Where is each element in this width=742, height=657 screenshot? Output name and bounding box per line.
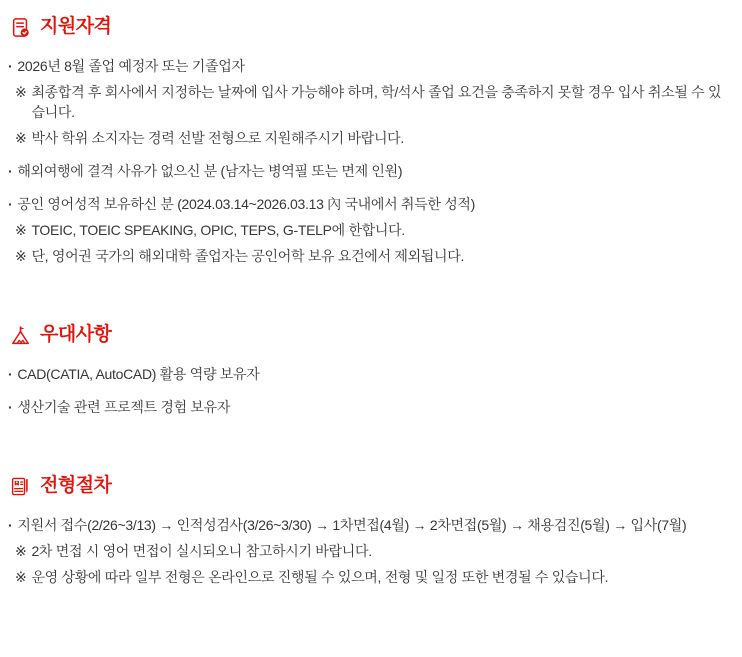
- section-title: 전형절차: [40, 475, 112, 496]
- section-preferred: [8, 324, 728, 417]
- note-item-text: 단, 영어권 국가의 해외대학 졸업자는 공인어학 보유 요건에서 제외됩니다.: [31, 248, 465, 264]
- bullet-marker: ·: [8, 366, 13, 382]
- note-marker: ※: [15, 130, 27, 146]
- list-item: [8, 56, 728, 76]
- list-item-text: CAD(CATIA, AutoCAD) 활용 역량 보유자: [17, 366, 260, 382]
- list-item-text: 생산기술 관련 프로젝트 경험 보유자: [17, 399, 231, 415]
- note-marker: ※: [15, 222, 27, 238]
- section-qualifications: [8, 16, 728, 266]
- note-item-text: 박사 학위 소지자는 경력 선발 전형으로 지원해주시기 바랍니다.: [31, 130, 404, 146]
- note-item-text: 최종합격 후 회사에서 지정하는 날짜에 입사 가능해야 하며, 학/석사 졸업 요건을 충족하지 못할 경우 입사 취소될 수 있습니다.: [31, 84, 722, 120]
- qualification-group: [8, 161, 728, 181]
- note-item-text: 운영 상황에 따라 일부 전형은 온라인으로 진행될 수 있으며, 전형 및 일정 또한 변경될 수 있습니다.: [31, 569, 609, 585]
- process-group: [8, 515, 728, 587]
- document-check-icon: [10, 17, 31, 38]
- process-steps-text: 지원서 접수(2/26~3/13) → 인적성검사(3/26~3/30) → 1차면접(4월) → 2차면접(5월) → 채용검진(5월) → 입사(7월): [17, 517, 687, 533]
- section-title: 지원자격: [40, 16, 112, 37]
- resume-pen-icon: [10, 476, 31, 497]
- section-qualifications-header: [10, 16, 728, 38]
- note-item: [8, 541, 728, 561]
- bullet-marker: ·: [8, 196, 13, 212]
- list-item-text: 2026년 8월 졸업 예정자 또는 기졸업자: [17, 58, 245, 74]
- bullet-marker: ·: [8, 399, 13, 415]
- mountain-flag-icon: [10, 325, 31, 346]
- note-marker: ※: [15, 543, 27, 559]
- section-process: [8, 475, 728, 587]
- bullet-marker: ·: [8, 163, 13, 179]
- qualification-group: [8, 194, 728, 266]
- note-item-text: 2차 면접 시 영어 면접이 실시되오니 참고하시기 바랍니다.: [31, 543, 372, 559]
- note-item-text: TOEIC, TOEIC SPEAKING, OPIC, TEPS, G-TELP에 한합니다.: [31, 222, 405, 238]
- preferred-group: [8, 397, 728, 417]
- list-item: [8, 397, 728, 417]
- qualification-group: [8, 56, 728, 148]
- bullet-marker: ·: [8, 517, 13, 533]
- section-preferred-header: [10, 324, 728, 346]
- list-item: [8, 194, 728, 214]
- section-process-header: [10, 475, 728, 497]
- note-item: [8, 82, 728, 122]
- note-item: [8, 128, 728, 148]
- list-item: [8, 364, 728, 384]
- list-item-text: 해외여행에 결격 사유가 없으신 분 (남자는 병역필 또는 면제 인원): [17, 163, 403, 179]
- section-title: 우대사항: [40, 324, 112, 345]
- note-item: [8, 567, 728, 587]
- note-marker: ※: [15, 248, 27, 264]
- bullet-marker: ·: [8, 58, 13, 74]
- preferred-group: [8, 364, 728, 384]
- list-item: [8, 515, 728, 535]
- list-item: [8, 161, 728, 181]
- note-item: [8, 246, 728, 266]
- note-item: [8, 220, 728, 240]
- note-marker: ※: [15, 569, 27, 585]
- list-item-text: 공인 영어성적 보유하신 분 (2024.03.14~2026.03.13 內 국내에서 취득한 성적): [17, 196, 476, 212]
- note-marker: ※: [15, 84, 27, 100]
